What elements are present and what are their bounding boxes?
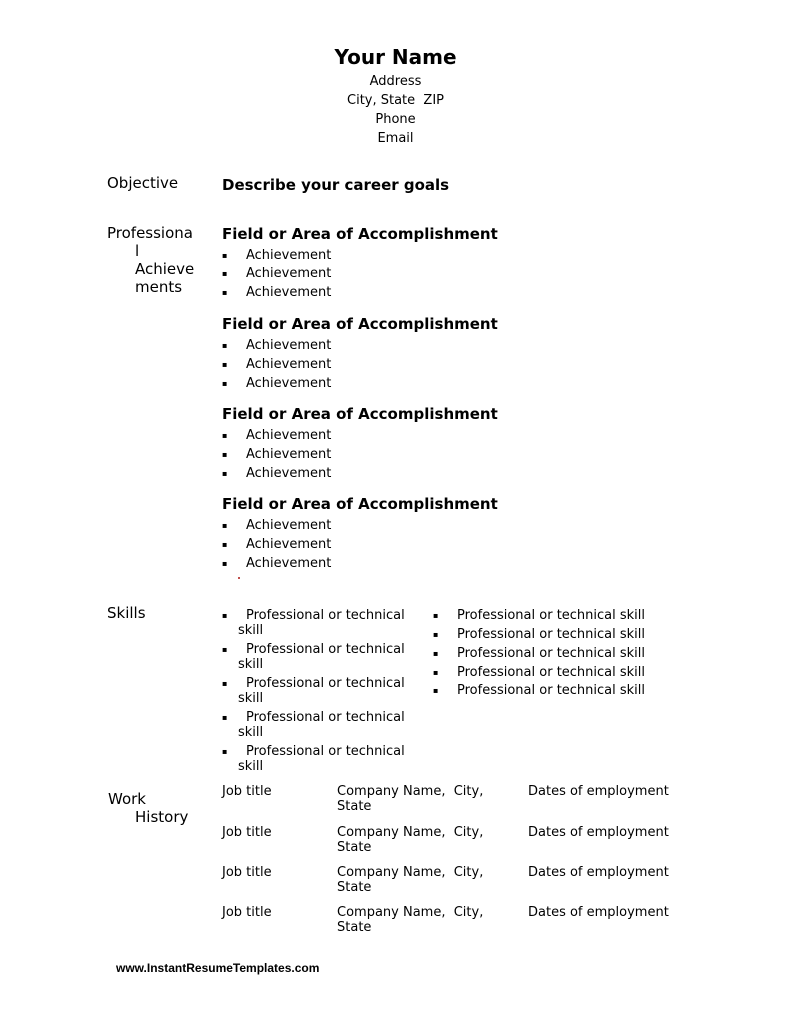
accomplishment-field-title: Field or Area of Accomplishment <box>222 315 498 333</box>
work-company-state: State <box>337 840 372 855</box>
bullet-icon: ▪ <box>222 645 228 654</box>
work-company-state: State <box>337 920 372 935</box>
achievements-label-line: Achieve <box>135 260 195 278</box>
resume-name: Your Name <box>334 45 457 69</box>
bullet-icon: ▪ <box>222 747 228 756</box>
work-company-line: Company Name, City, <box>337 825 484 840</box>
bullet-icon: ▪ <box>222 559 228 568</box>
work-history-label-line: History <box>135 808 189 826</box>
achievements-label-line: Professiona <box>107 224 193 242</box>
work-history-label <box>108 790 188 826</box>
bullet-icon: ▪ <box>222 469 228 478</box>
bullet-icon: ▪ <box>222 251 228 260</box>
skills-label: Skills <box>107 604 146 622</box>
bullet-icon: ▪ <box>222 450 228 459</box>
work-company-state: State <box>337 799 372 814</box>
bullet-icon: ▪ <box>433 649 439 658</box>
work-dates: Dates of employment <box>528 825 669 840</box>
work-company-line: Company Name, City, <box>337 784 484 799</box>
bullet-icon: ▪ <box>222 540 228 549</box>
bullet-icon: ▪ <box>222 679 228 688</box>
stray-mark <box>238 577 240 579</box>
work-dates: Dates of employment <box>528 905 669 920</box>
bullet-icon: ▪ <box>433 630 439 639</box>
bullet-icon: ▪ <box>222 288 228 297</box>
bullet-icon: ▪ <box>433 686 439 695</box>
bullet-icon: ▪ <box>222 360 228 369</box>
phone-line: Phone <box>375 112 416 127</box>
bullet-icon: ▪ <box>222 379 228 388</box>
work-history-label-line: Work <box>108 790 146 808</box>
objective-label: Objective <box>107 174 179 192</box>
bullet-icon: ▪ <box>222 431 228 440</box>
bullet-icon: ▪ <box>222 341 228 350</box>
work-dates: Dates of employment <box>528 784 669 799</box>
bullet-icon: ▪ <box>222 611 228 620</box>
bullet-icon: ▪ <box>222 713 228 722</box>
work-job-title: Job title <box>222 865 272 880</box>
accomplishment-field-title: Field or Area of Accomplishment <box>222 495 498 513</box>
achievements-label <box>107 224 217 296</box>
objective-text: Describe your career goals <box>222 176 450 194</box>
work-dates: Dates of employment <box>528 865 669 880</box>
work-job-title: Job title <box>222 825 272 840</box>
achievements-label-line: l <box>135 242 140 260</box>
bullet-icon: ▪ <box>222 521 228 530</box>
work-job-title: Job title <box>222 784 272 799</box>
city-state-zip-line: City, State ZIP <box>347 93 444 108</box>
accomplishment-field-title: Field or Area of Accomplishment <box>222 225 498 243</box>
footer-website: www.InstantResumeTemplates.com <box>116 961 320 975</box>
bullet-icon: ▪ <box>433 668 439 677</box>
work-company-line: Company Name, City, <box>337 905 484 920</box>
email-line: Email <box>377 131 414 146</box>
work-company-line: Company Name, City, <box>337 865 484 880</box>
address-line: Address <box>369 74 422 89</box>
work-job-title: Job title <box>222 905 272 920</box>
work-company-state: State <box>337 880 372 895</box>
bullet-icon: ▪ <box>222 269 228 278</box>
achievements-label-line: ments <box>135 278 183 296</box>
accomplishment-field-title: Field or Area of Accomplishment <box>222 405 498 423</box>
bullet-icon: ▪ <box>433 611 439 620</box>
